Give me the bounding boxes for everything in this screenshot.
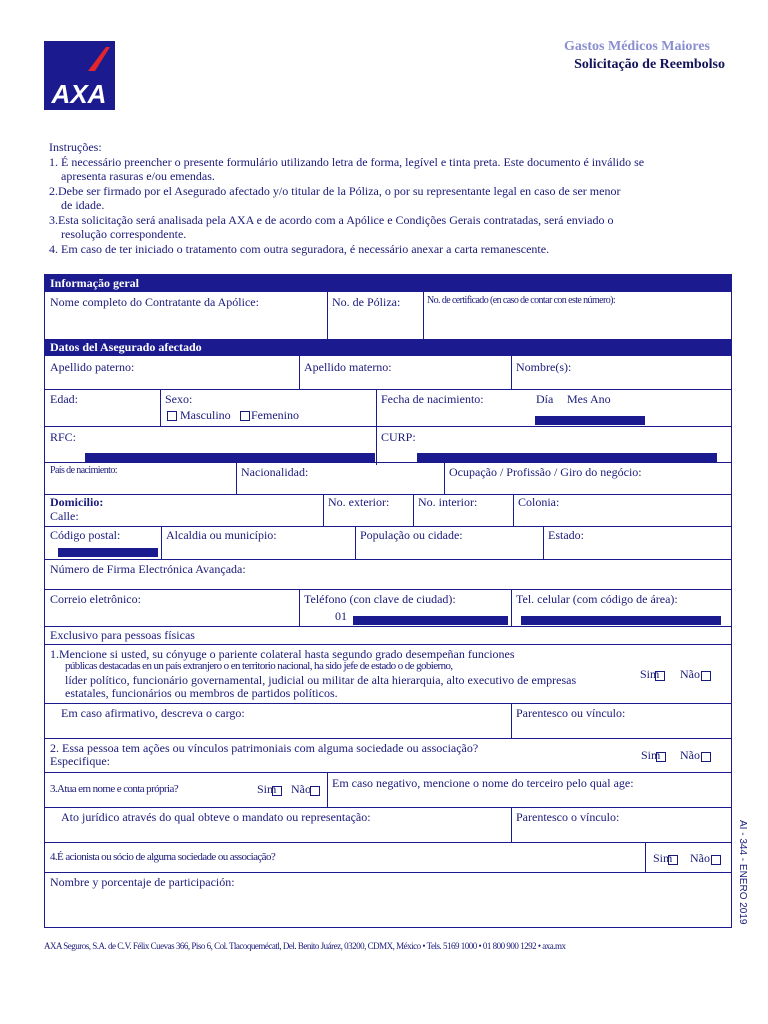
calle-field[interactable]: Calle: xyxy=(50,509,79,523)
q2-nao-checkbox[interactable] xyxy=(701,752,711,762)
curp-digit-boxes[interactable] xyxy=(417,453,717,462)
fecha-digit-boxes[interactable] xyxy=(535,416,645,425)
edad-field[interactable]: Edad: xyxy=(50,392,78,406)
footer-address: AXA Seguros, S.A. de C.V. Félix Cuevas 366, Piso 6, Col. Tlacoquemécatl, Del. Benito Juárez, 03200, CDMX, México • Tels. 5169 1000 • 01 800 900 1292 • axa.mx xyxy=(44,941,566,951)
q4-nao-label: Não xyxy=(690,851,710,865)
curp-field[interactable]: CURP: xyxy=(381,430,416,444)
no-interior-field[interactable]: No. interior: xyxy=(418,495,478,509)
no-exterior-field[interactable]: No. exterior: xyxy=(328,495,390,509)
instruction-3: 3.Esta solicitação será analisada pela AXA e de acordo com a Apólice e Condições Gerais contratadas, será enviado o xyxy=(49,212,614,227)
instruction-1-cont: apresenta rasuras e/ou emendas. xyxy=(61,169,215,183)
instruction-3-cont: resolução correspondente. xyxy=(61,227,187,241)
q3-question: 3.Atua em nome e conta própria? xyxy=(50,783,179,795)
nacionalidad-field[interactable]: Nacionalidad: xyxy=(241,465,309,479)
q1-line2: públicas destacadas en un país extranjero o en territorio nacional, ha sido jefe de estado o de gobierno, xyxy=(65,660,453,672)
instructions-title: Instruções: xyxy=(49,140,102,154)
q1-sim-checkbox[interactable] xyxy=(655,671,665,681)
instruction-4: 4. Em caso de ter iniciado o tratamento com outra seguradora, é necessário anexar a carta remanescente. xyxy=(49,241,550,256)
telefono-digit-boxes[interactable] xyxy=(353,616,508,625)
form-code xyxy=(736,820,750,930)
q3-sim-label: Sim xyxy=(257,782,277,796)
alcaldia-field[interactable]: Alcaldia ou município: xyxy=(166,528,277,542)
masculino-checkbox[interactable] xyxy=(167,411,177,421)
form-title: Solicitação de Reembolso xyxy=(574,57,725,72)
dia-label: Día xyxy=(536,392,554,406)
section-general-band: Informação geral xyxy=(45,275,731,291)
q3-nao-label: Não xyxy=(291,782,311,796)
q4-nao-checkbox[interactable] xyxy=(711,855,721,865)
form-code-text: AI - 344 - ENERO 2019 xyxy=(737,820,748,925)
apellido-paterno-field[interactable]: Apellido paterno: xyxy=(50,360,135,374)
codigo-postal-field[interactable]: Código postal: xyxy=(50,528,121,542)
q1-line3: líder político, funcionário governamental, judicial ou militar de alta hierarquia, alto executivo de empresas xyxy=(65,673,577,687)
instruction-1: 1. É necessário preencher o presente formulário utilizando letra de forma, legível e tinta preta. Este documento é inválido se xyxy=(49,154,645,169)
ocupacion-field[interactable]: Ocupação / Profissão / Giro do negócio: xyxy=(449,465,642,479)
q2-sim-label: Sim xyxy=(641,748,661,762)
telefono-prefix: 01 xyxy=(335,609,347,623)
svg-text:AXA: AXA xyxy=(51,79,107,109)
mes-ano-label: Mes Ano xyxy=(567,392,611,406)
contratante-field[interactable]: Nome completo do Contratante da Apólice: xyxy=(50,295,259,309)
q3-nao-checkbox[interactable] xyxy=(310,786,320,796)
policy-number-field[interactable]: No. de Póliza: xyxy=(332,295,401,309)
rfc-digit-boxes[interactable] xyxy=(85,453,375,462)
q4-sim-checkbox[interactable] xyxy=(668,855,678,865)
rfc-field[interactable]: RFC: xyxy=(50,430,77,444)
colonia-field[interactable]: Colonia: xyxy=(518,495,560,509)
q2-nao-label: Não xyxy=(680,748,700,762)
section-insured-band: Datos del Asegurado afectado xyxy=(45,339,731,355)
parentesco-field[interactable]: Parentesco ou vínculo: xyxy=(516,706,626,720)
femenino-label: Femenino xyxy=(251,408,299,422)
instructions xyxy=(49,140,729,256)
domicilio-label: Domicilio: xyxy=(50,495,104,509)
afirmativo-cargo-field[interactable]: Em caso afirmativo, descreva o cargo: xyxy=(61,706,245,720)
celular-digit-boxes[interactable] xyxy=(521,616,721,625)
pais-nacimiento-field[interactable]: País de nacimiento: xyxy=(50,465,117,476)
reimbursement-form xyxy=(44,274,732,928)
instruction-2: 2.Debe ser firmado por el Asegurado afectado y/o titular de la Póliza, o por su representante legal en caso de ser menor xyxy=(49,183,621,198)
firma-electronica-field[interactable]: Número de Firma Electrónica Avançada: xyxy=(50,562,246,576)
instruction-2-cont: de idade. xyxy=(61,198,105,212)
q3-sim-checkbox[interactable] xyxy=(272,786,282,796)
pf-section-title: Exclusivo para pessoas físicas xyxy=(50,628,195,642)
q1-line4: estatales, funcionários ou membros de partidos políticos. xyxy=(65,686,338,700)
femenino-checkbox[interactable] xyxy=(240,411,250,421)
q2-especifique-field[interactable]: Especifique: xyxy=(50,754,110,768)
parentesco2-field[interactable]: Parentesco o vínculo: xyxy=(516,810,620,824)
ato-juridico-field[interactable]: Ato jurídico através do qual obteve o mandato ou representação: xyxy=(61,810,371,824)
q1-sim-label: Sim xyxy=(640,667,660,681)
apellido-materno-field[interactable]: Apellido materno: xyxy=(304,360,392,374)
q1-nao-label: Não xyxy=(680,667,700,681)
fecha-nacimiento-field[interactable]: Fecha de nacimiento: xyxy=(381,392,484,406)
cp-digit-boxes[interactable] xyxy=(58,548,158,557)
product-title: Gastos Médicos Maiores xyxy=(564,39,710,54)
q2-sim-checkbox[interactable] xyxy=(656,752,666,762)
q3-negativo-field[interactable]: Em caso negativo, mencione o nome do terceiro pelo qual age: xyxy=(332,776,634,790)
telefono-field[interactable]: Teléfono (con clave de ciudad): xyxy=(304,592,456,606)
q2-question: 2. Essa pessoa tem ações ou vínculos patrimoniais com alguma sociedade ou associação? xyxy=(50,741,479,755)
certificate-number-field[interactable]: No. de certificado (en caso de contar con este número): xyxy=(427,295,616,306)
q4-sim-label: Sim xyxy=(653,851,673,865)
nombre-participacion-field[interactable]: Nombre y porcentaje de participación: xyxy=(50,875,235,889)
q4-question: 4.É acionista ou sócio de alguma sociedade ou associação? xyxy=(50,851,276,863)
nombres-field[interactable]: Nombre(s): xyxy=(516,360,572,374)
axa-logo xyxy=(44,41,115,110)
correo-field[interactable]: Correio eletrônico: xyxy=(50,592,141,606)
sexo-label: Sexo: xyxy=(165,392,193,406)
masculino-label: Masculino xyxy=(180,408,231,422)
q1-line1: 1.Mencione si usted, su cónyuge o pariente colateral hasta segundo grado desempeñan funciones xyxy=(50,647,515,661)
celular-field[interactable]: Tel. celular (com código de área): xyxy=(516,592,678,606)
poblacion-field[interactable]: População ou cidade: xyxy=(360,528,463,542)
estado-field[interactable]: Estado: xyxy=(548,528,584,542)
q1-nao-checkbox[interactable] xyxy=(701,671,711,681)
